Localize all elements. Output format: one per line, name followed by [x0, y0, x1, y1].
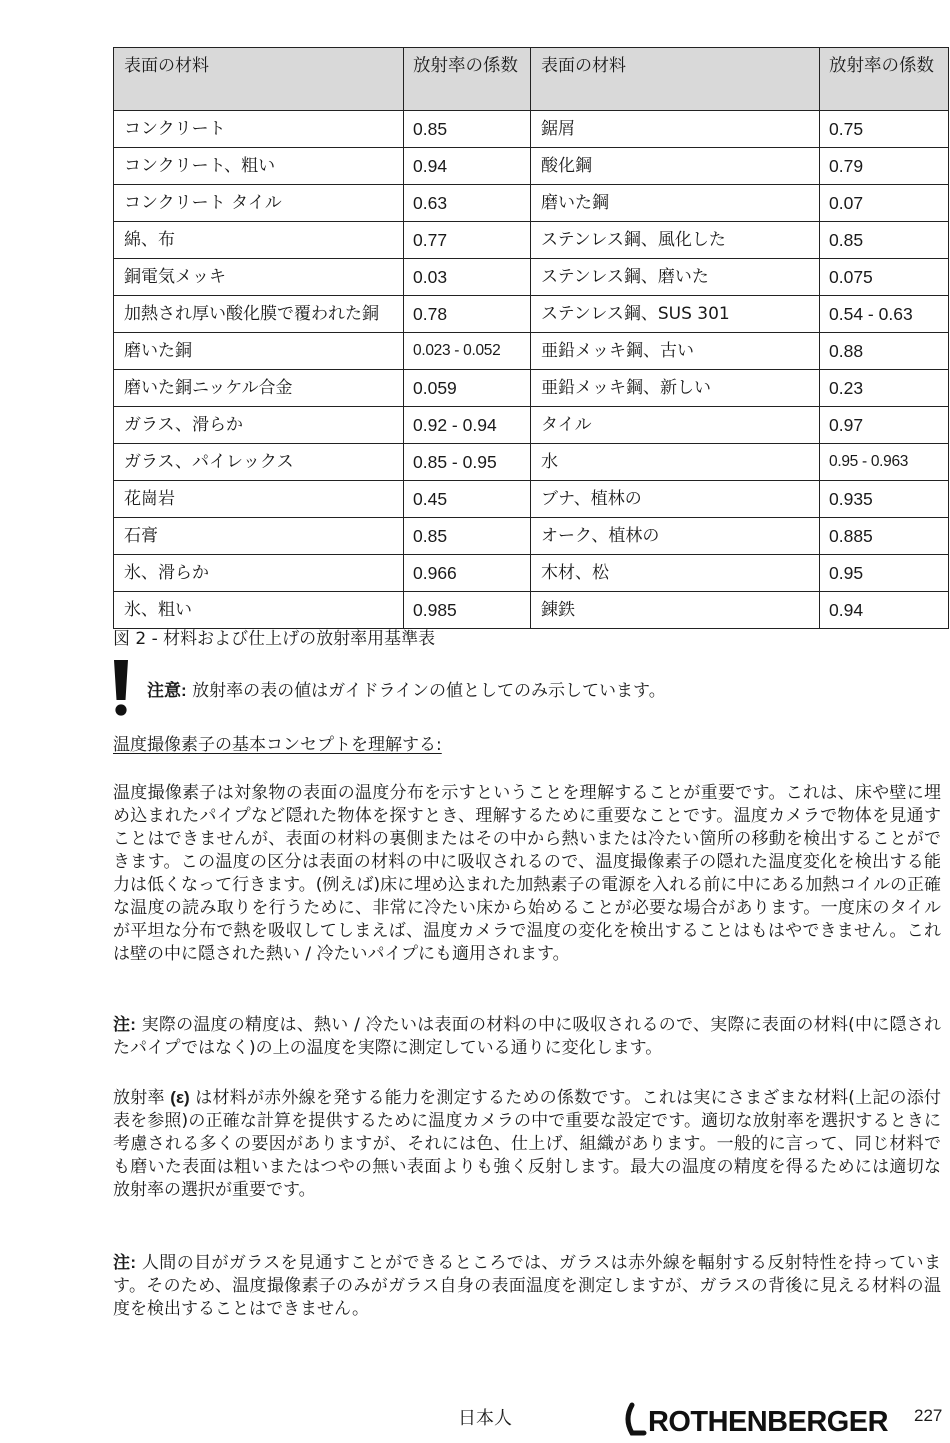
table-body	[114, 111, 949, 629]
material-cell: 綿、布	[114, 222, 404, 259]
material-cell: 木材、松	[531, 555, 820, 592]
material-cell: 酸化鋼	[531, 148, 820, 185]
emissivity-cell: 0.92 - 0.94	[404, 407, 531, 444]
warning-text: 放射率の表の値はガイドラインの値としてのみ示しています。	[186, 681, 666, 701]
material-cell: オーク、植林の	[531, 518, 820, 555]
material-cell: 亜鉛メッキ鋼、古い	[531, 333, 820, 370]
emissivity-cell: 0.75	[820, 111, 949, 148]
table-row	[114, 296, 949, 333]
emissivity-cell: 0.45	[404, 481, 531, 518]
emissivity-cell: 0.78	[404, 296, 531, 333]
table-row	[114, 518, 949, 555]
emissivity-cell: 0.85	[404, 518, 531, 555]
emissivity-cell: 0.63	[404, 185, 531, 222]
material-cell: 加熱され厚い酸化膜で覆われた銅	[114, 296, 404, 333]
footer-language: 日本人	[458, 1408, 512, 1429]
emissivity-symbol: (ε)	[170, 1088, 190, 1107]
table-row	[114, 259, 949, 296]
emissivity-cell: 0.23	[820, 370, 949, 407]
section-heading: 温度撮像素子の基本コンセプトを理解する:	[113, 735, 442, 755]
material-cell: コンクリート タイル	[114, 185, 404, 222]
exclamation-icon	[112, 660, 130, 716]
emissivity-cell: 0.85	[820, 222, 949, 259]
material-cell: 氷、滑らか	[114, 555, 404, 592]
paragraph-emissivity	[113, 1086, 941, 1202]
material-cell: 氷、粗い	[114, 592, 404, 629]
warning-label: 注意:	[147, 681, 187, 700]
material-cell: 石膏	[114, 518, 404, 555]
material-cell: 亜鉛メッキ鋼、新しい	[531, 370, 820, 407]
material-cell: 錬鉄	[531, 592, 820, 629]
table-row	[114, 370, 949, 407]
material-cell: ガラス、滑らか	[114, 407, 404, 444]
emissivity-cell: 0.54 - 0.63	[820, 296, 949, 333]
emissivity-cell: 0.075	[820, 259, 949, 296]
emissivity-cell: 0.07	[820, 185, 949, 222]
material-cell: タイル	[531, 407, 820, 444]
emissivity-cell: 0.85 - 0.95	[404, 444, 531, 481]
warning-note	[147, 676, 666, 701]
table-header-row	[114, 48, 949, 111]
emissivity-cell: 0.97	[820, 407, 949, 444]
table-row	[114, 111, 949, 148]
emissivity-cell: 0.03	[404, 259, 531, 296]
emissivity-cell: 0.95	[820, 555, 949, 592]
header-emissivity-1: 放射率の係数	[404, 48, 531, 111]
material-cell: 鋸屑	[531, 111, 820, 148]
table-row	[114, 333, 949, 370]
table-row	[114, 407, 949, 444]
note-label-glass: 注:	[113, 1253, 137, 1272]
emissivity-cell: 0.95 - 0.963	[820, 444, 949, 481]
header-material-2: 表面の材料	[531, 48, 820, 111]
table-row	[114, 555, 949, 592]
table-row	[114, 185, 949, 222]
paragraph-intro: 温度撮像素子は対象物の表面の温度分布を示すということを理解することが重要です。これは、床や壁に埋め込まれたパイプなど隠れた物体を探すとき、理解するために重要なことです。温度カメラで物体を見通すことはできませんが、表面の材料の裏側またはその中から熱いまたは冷たい箇所の移動を検出することができます。この温度の区分は表面の材料の中に吸収されるので、温度撮像素子の隠れた温度変化を検出する能力は低くなって行きます。(例えば)床に埋め込まれた加熱素子の電源を入れる前に中にある加熱コイルの正確な温度の読み取りを行うために、非常に冷たい床から始めることが必要な場合があります。一度床のタイルが平坦な分布で熱を吸収してしまえば、温度カメラで温度の変化を検出することはもはやできません。これは壁の中に隠された熱い / 冷たいパイプにも適用されます。	[113, 783, 941, 964]
emissivity-cell: 0.94	[404, 148, 531, 185]
table-row	[114, 481, 949, 518]
emissivity-cell: 0.77	[404, 222, 531, 259]
note-label: 注:	[113, 1015, 136, 1034]
material-cell: 磨いた銅ニッケル合金	[114, 370, 404, 407]
header-material-1: 表面の材料	[114, 48, 404, 111]
emissivity-cell: 0.023 - 0.052	[404, 333, 531, 370]
material-cell: ステンレス鋼、風化した	[531, 222, 820, 259]
logo-text: ROTHENBERGER	[648, 1406, 889, 1436]
material-cell: コンクリート、粗い	[114, 148, 404, 185]
table-row	[114, 148, 949, 185]
emissivity-cell: 0.059	[404, 370, 531, 407]
paragraph-note-accuracy	[113, 1013, 941, 1060]
table-row	[114, 222, 949, 259]
material-cell: ブナ、植林の	[531, 481, 820, 518]
table-row	[114, 592, 949, 629]
emissivity-cell: 0.935	[820, 481, 949, 518]
emissivity-cell: 0.88	[820, 333, 949, 370]
material-cell: ステンレス鋼、磨いた	[531, 259, 820, 296]
note-glass-text: 人間の目がガラスを見通すことができるところでは、ガラスは赤外線を輻射する反射特性を持っています。そのため、温度撮像素子のみがガラス自身の表面温度を測定しますが、ガラスの背後に見える材料の温度を検出することはできません。	[113, 1253, 941, 1319]
material-cell: 花崗岩	[114, 481, 404, 518]
emissivity-cell: 0.85	[404, 111, 531, 148]
emissivity-cell: 0.94	[820, 592, 949, 629]
material-cell: 銅電気メッキ	[114, 259, 404, 296]
material-cell: ステンレス鋼、SUS 301	[531, 296, 820, 333]
material-cell: ガラス、パイレックス	[114, 444, 404, 481]
material-cell: 磨いた銅	[114, 333, 404, 370]
emissivity-cell: 0.79	[820, 148, 949, 185]
emissivity-lead: 放射率	[113, 1088, 171, 1108]
material-cell: 水	[531, 444, 820, 481]
header-emissivity-2: 放射率の係数	[820, 48, 949, 111]
rothenberger-logo	[622, 1402, 890, 1436]
figure-caption: 図 2 - 材料および仕上げの放射率用基準表	[113, 629, 436, 649]
emissivity-table	[113, 47, 949, 629]
material-cell: 磨いた鋼	[531, 185, 820, 222]
note-text: 実際の温度の精度は、熱い / 冷たいは表面の材料の中に吸収されるので、実際に表面の材料(中に隠されたパイプではなく)の上の温度を実際に測定している通りに変化します。	[113, 1015, 941, 1058]
emissivity-cell: 0.885	[820, 518, 949, 555]
emissivity-cell: 0.966	[404, 555, 531, 592]
emissivity-cell: 0.985	[404, 592, 531, 629]
emissivity-text: は材料が赤外線を発する能力を測定するための係数です。これは実にさまざまな材料(上記の添付表を参照)の正確な計算を提供するために温度カメラの中で重要な設定です。適切な放射率を選択するときに考慮される多くの要因がありますが、それには色、仕上げ、組織があります。一般的に言って、同じ材料でも磨いた表面は粗いまたはつやの無い表面よりも強く反射します。最大の温度の精度を得るためには適切な放射率の選択が重要です。	[113, 1088, 941, 1200]
page-number: 227	[914, 1406, 943, 1425]
material-cell: コンクリート	[114, 111, 404, 148]
paragraph-note-glass	[113, 1251, 941, 1321]
table-row	[114, 444, 949, 481]
